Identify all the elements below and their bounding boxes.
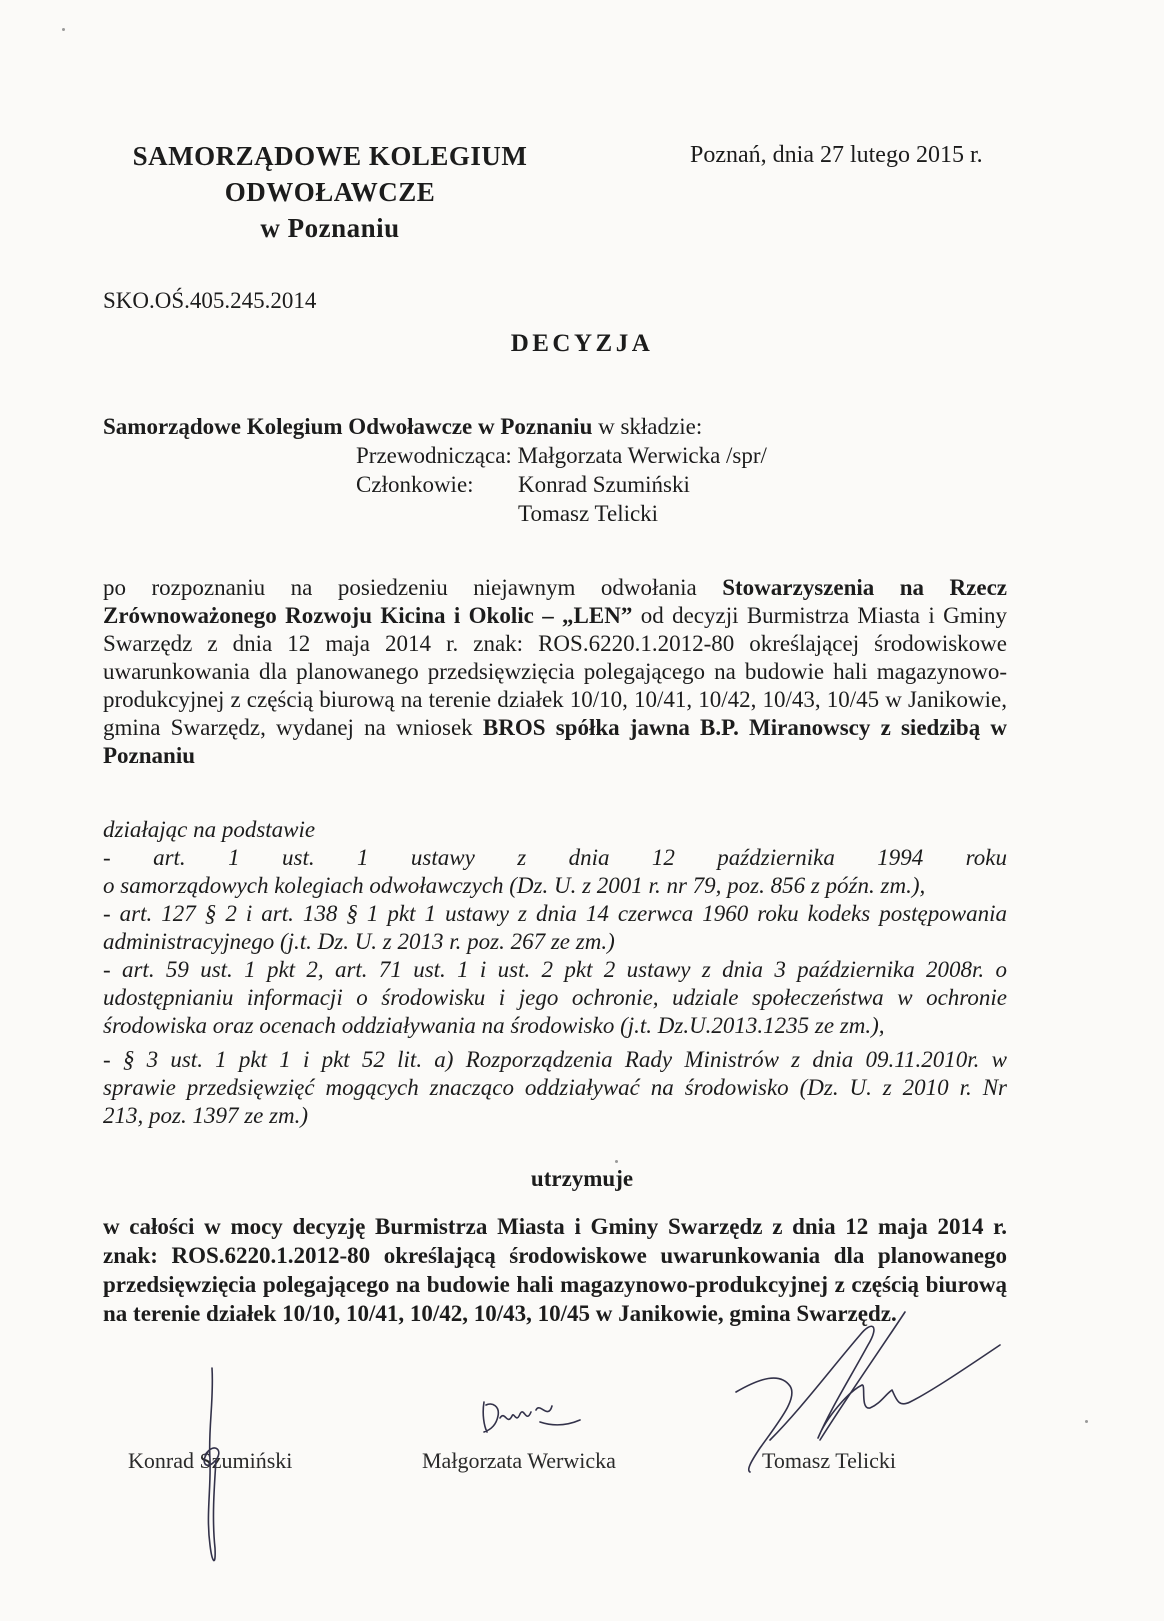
legal-basis-line: 213, poz. 1397 ze zm.) xyxy=(103,1103,309,1128)
decision-verb: utrzymuje xyxy=(530,1166,634,1191)
legal-basis-line: - art. 1 ust. 1 ustawy z dnia 12 października 1994 roku xyxy=(103,845,1007,870)
panel-body-name: Samorządowe Kolegium Odwoławcze w Poznaniu xyxy=(103,414,593,439)
chair-name: Małgorzata Werwicka /spr/ xyxy=(517,443,767,468)
legal-basis-line: sprawie przedsięwzięć mogących znacząco oddziaływać na środowisko (Dz. U. z 2010 r. Nr xyxy=(103,1075,1007,1100)
institution-name-line3: w Poznaniu xyxy=(260,213,400,243)
legal-basis-line: o samorządowych kolegiach odwoławczych (Dz. U. z 2001 r. nr 79, poz. 856 z późn. zm.), xyxy=(103,873,926,898)
legal-basis-lead: działając na podstawie xyxy=(103,817,316,842)
decision-text: w całości w mocy decyzję Burmistrza Miasta i Gminy Swarzędz z dnia 12 maja 2014 r. znak: ROS.6220.1.2012-80 określającą środowiskowe uwarunkowania dla planowanego przedsięwzięcia polegającego na budowie hali magazynowo-produkcyjnej z częścią biurową na terenie działek 10/10, 10/41, 10/42, 10/43, 10/45 w Janikowie, gmina Swarzędz. xyxy=(103,1214,1007,1326)
institution-name-line2: ODWOŁAWCZE xyxy=(224,177,436,207)
member-name: Konrad Szumiński xyxy=(518,472,690,497)
legal-basis-line: udostępnianiu informacji o środowisku i jego ochronie, udziale społeczeństwa w ochronie xyxy=(103,985,1007,1010)
legal-basis-line: środowiska oraz ocenach oddziaływania na środowisko (j.t. Dz.U.2013.1235 ze zm.), xyxy=(103,1013,885,1038)
place-and-date: Poznań, dnia 27 lutego 2015 r. xyxy=(690,142,983,168)
applicant-name: BROS spółka jawna B.P. Miranowscy z siedzibą w Poznaniu xyxy=(103,715,1008,768)
reference-number: SKO.OŚ.405.245.2014 xyxy=(103,288,317,313)
members-label: Członkowie: xyxy=(356,472,474,497)
signature-konrad-szuminski xyxy=(204,1368,219,1561)
consideration-text: po rozpoznaniu na posiedzeniu niejawnym odwołania xyxy=(103,575,723,600)
member-name: Tomasz Telicki xyxy=(518,501,659,526)
legal-basis-line: - art. 59 ust. 1 pkt 2, art. 71 ust. 1 i ust. 2 pkt 2 ustawy z dnia 3 października 2008r. o xyxy=(103,957,1007,982)
panel-intro-suffix: w składzie: xyxy=(592,414,703,439)
chair-label: Przewodnicząca: xyxy=(356,443,512,468)
signature-tomasz-telicki xyxy=(736,1312,1000,1472)
institution-name-line1: SAMORZĄDOWE KOLEGIUM xyxy=(132,141,528,171)
legal-basis-line: - § 3 ust. 1 pkt 1 i pkt 52 lit. a) Rozporządzenia Rady Ministrów z dnia 09.11.2010r. w xyxy=(103,1047,1007,1072)
signature-name-center: Małgorzata Werwicka xyxy=(422,1448,616,1473)
signature-name-left: Konrad Szumiński xyxy=(128,1448,293,1473)
legal-basis-line: - art. 127 § 2 i art. 138 § 1 pkt 1 ustawy z dnia 14 czerwca 1960 roku kodeks postępowania xyxy=(103,901,1007,926)
appellant-name: Stowarzyszenia na Rzecz Zrównoważonego Rozwoju Kicina i Okolic – „LEN” xyxy=(103,575,1007,628)
document-title: DECYZJA xyxy=(510,330,654,357)
signature-malgorzata-werwicka xyxy=(483,1402,580,1432)
consideration-text: od decyzji Burmistrza Miasta i Gminy Swarzędz z dnia 12 maja 2014 r. znak: ROS.6220.1.2012-80 określającej środowiskowe uwarunkowania dla planowanego przedsięwzięcia polegającego na budowie hali magazynowo-produkcyjnej z częścią biurową na terenie działek 10/10, 10/41, 10/42, 10/43, 10/45 w Janikowie, gmina Swarzędz, wydanej na wniosek xyxy=(103,603,1007,740)
legal-basis-line: administracyjnego (j.t. Dz. U. z 2013 r. poz. 267 ze zm.) xyxy=(103,929,615,954)
signature-name-right: Tomasz Telicki xyxy=(762,1448,896,1473)
